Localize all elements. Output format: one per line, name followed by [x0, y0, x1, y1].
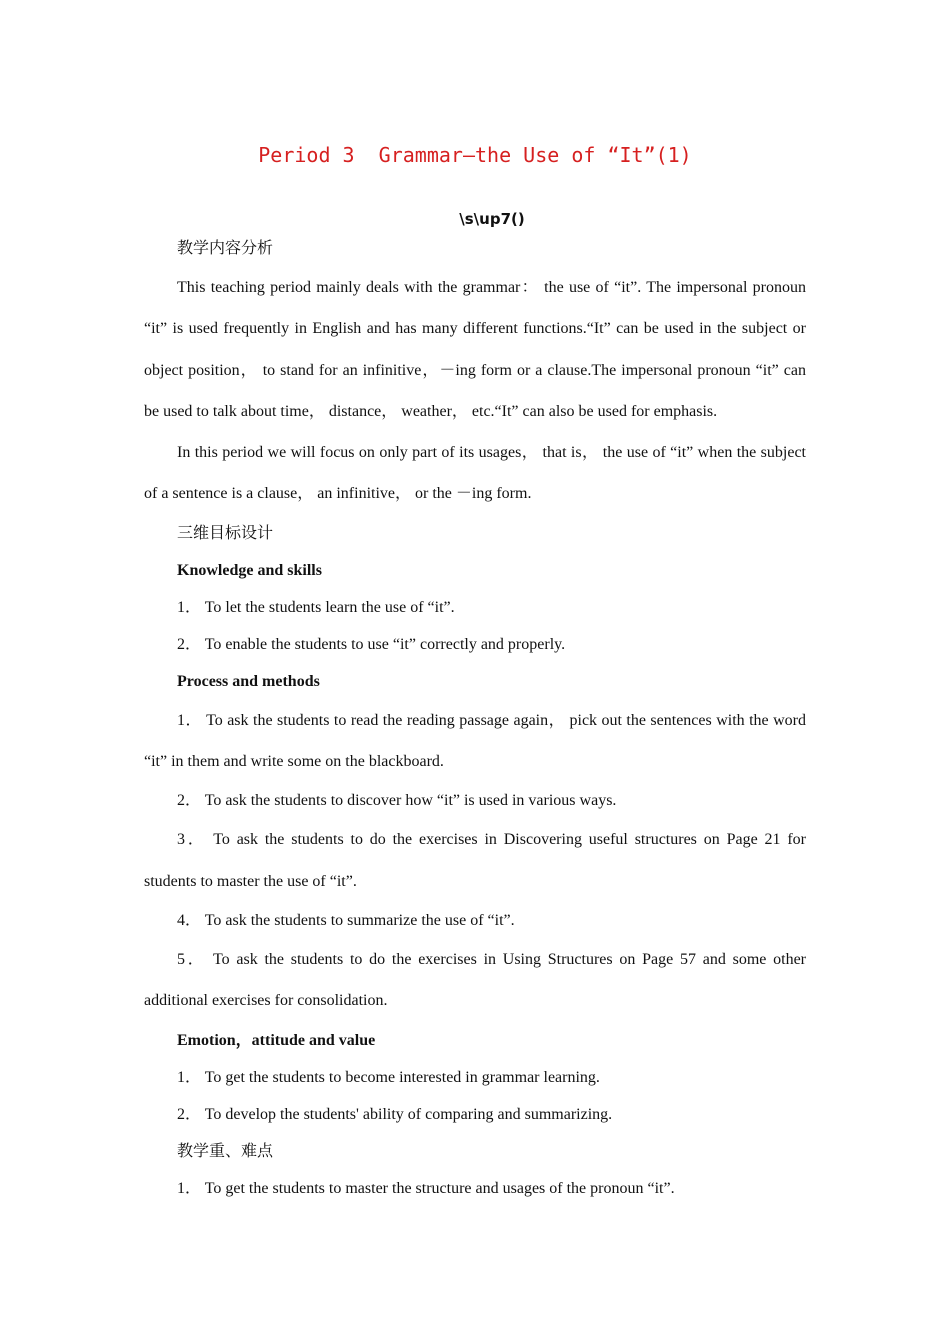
list-item: 2． To enable the students to use “it” correctly and properly.	[177, 635, 566, 653]
knowledge-heading: Knowledge and skills	[177, 561, 322, 579]
section-heading-analysis: 教学内容分析	[177, 240, 274, 257]
emotion-heading: Emotion，attitude and value	[177, 1031, 376, 1049]
page-title: Period 3 Grammar—the Use of “It”(1)	[258, 143, 692, 167]
list-item: 3． To ask the students to do the exercises in Discovering useful structures on Page 21 for students to master the use of “it”.	[144, 831, 806, 890]
list-item: 2． To ask the students to discover how “it” is used in various ways.	[177, 792, 617, 810]
list-item: 4． To ask the students to summarize the use of “it”.	[177, 911, 515, 929]
section-heading-goals: 三维目标设计	[177, 524, 274, 542]
list-item: 1． To get the students to become interested in grammar learning.	[177, 1068, 600, 1086]
list-item: 1． To get the students to master the structure and usages of the pronoun “it”.	[177, 1179, 675, 1197]
document-body	[144, 230, 806, 1207]
subtitle: \s\up7()	[459, 210, 525, 228]
list-item: 2． To develop the students' ability of comparing and summarizing.	[177, 1105, 613, 1123]
section-heading-key-points: 教学重、难点	[177, 1142, 274, 1160]
analysis-paragraph-1: This teaching period mainly deals with the grammar： the use of “it”. The impersonal pronoun “it” is used frequently in English and has many different functions.“It” can be used in the subject or object position， to stand for an infinitive，－ing form or a clause.The impersonal pronoun “it” can be used to talk about time， distance， weather， etc.“It” can also be used for emphasis.	[144, 279, 806, 420]
list-item: 5． To ask the students to do the exercises in Using Structures on Page 57 and some other additional exercises for consolidation.	[144, 950, 806, 1010]
analysis-paragraph-2: In this period we will focus on only part of its usages， that is， the use of “it” when the subject of a sentence is a clause， an infinitive， or the －ing form.	[144, 444, 806, 503]
process-heading: Process and methods	[177, 672, 320, 690]
list-item: 1． To ask the students to read the reading passage again， pick out the sentences with the word “it” in them and write some on the blackboard.	[144, 711, 806, 771]
list-item: 1． To let the students learn the use of “it”.	[177, 598, 455, 616]
